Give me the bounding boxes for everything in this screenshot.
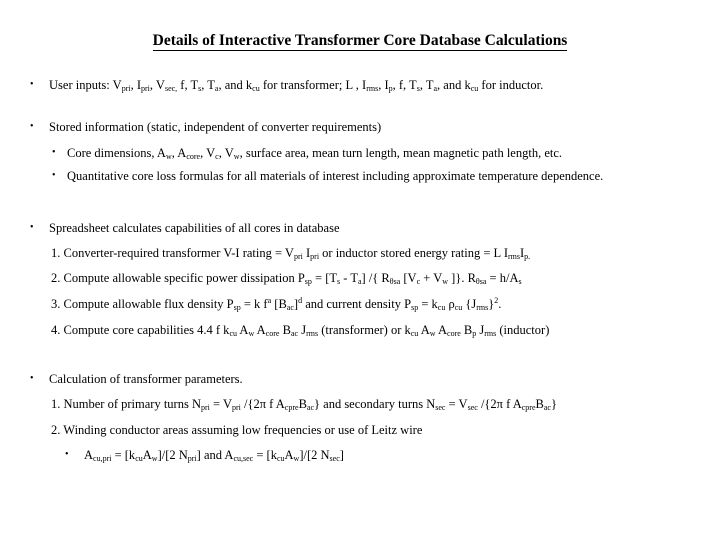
bullet-transformer-parameters <box>49 371 243 387</box>
text-run: , and k <box>218 78 253 92</box>
subscript: cu,sec <box>233 454 254 463</box>
subscript: a <box>357 277 362 286</box>
text-run: . <box>498 297 502 311</box>
bullet-marker: • <box>30 121 34 132</box>
text-run: - T <box>340 271 358 285</box>
sub-bullet-conductor-areas <box>84 447 344 463</box>
subscript: rms <box>484 329 497 338</box>
subscript: cu,pri <box>93 454 112 463</box>
text-run: = [T <box>311 271 338 285</box>
text-run: 1. Converter-required transformer V-I rating = V <box>51 246 294 260</box>
text-run: + V <box>420 271 443 285</box>
subscript: sp <box>304 277 312 286</box>
superscript: a <box>267 296 272 305</box>
text-run: Calculation of transformer parameters. <box>49 372 243 386</box>
subscript: a <box>433 84 438 93</box>
subscript: w <box>293 454 300 463</box>
subscript: p <box>388 84 393 93</box>
text-run: } and secondary turns N <box>314 397 436 411</box>
subscript: rms <box>306 329 319 338</box>
text-run: 4. Compute core capabilities 4.4 f k <box>51 323 230 337</box>
text-run: = k <box>418 297 438 311</box>
text-run: and current density P <box>302 297 412 311</box>
subscript: core <box>447 329 461 338</box>
subscript: p. <box>524 252 531 261</box>
text-run: , and k <box>437 78 471 92</box>
subscript: ac <box>543 403 551 412</box>
subscript: sec <box>329 454 340 463</box>
subscript: s <box>416 84 420 93</box>
subscript: ac <box>290 329 299 338</box>
subscript: s <box>198 84 202 93</box>
text-run: [B <box>271 297 287 311</box>
text-run: User inputs: V <box>49 78 122 92</box>
subscript: sec, <box>164 84 178 93</box>
subscript: a <box>214 84 219 93</box>
subscript: c <box>416 277 421 286</box>
subscript: rms <box>508 252 520 261</box>
subscript: pri <box>187 454 197 463</box>
step-3-flux-density <box>51 296 501 312</box>
subscript: cu <box>470 84 479 93</box>
subscript: ac <box>286 303 294 312</box>
text-run: /{2π f A <box>240 397 285 411</box>
text-run: } <box>488 297 495 311</box>
subscript: w <box>442 277 449 286</box>
text-run: , V <box>149 78 165 92</box>
subscript: θsa <box>475 277 487 286</box>
subscript: w <box>233 152 240 161</box>
text-run: A <box>418 323 430 337</box>
step-2-winding-areas <box>51 422 422 438</box>
text-run: B <box>298 397 307 411</box>
text-run: J <box>298 323 307 337</box>
text-run: 2. Compute allowable specific power dissipation P <box>51 271 305 285</box>
subscript: pri <box>231 403 241 412</box>
subscript: pri <box>310 252 320 261</box>
text-run: B <box>535 397 544 411</box>
subscript: w <box>165 152 172 161</box>
subscript: pri <box>293 252 303 261</box>
text-run: {J <box>462 297 477 311</box>
bullet-stored-information <box>49 119 381 135</box>
subscript: c <box>215 152 219 161</box>
text-run: , I <box>130 78 141 92</box>
text-run: = h/A <box>486 271 519 285</box>
text-run: (inductor) <box>496 323 550 337</box>
step-1-primary-turns <box>51 396 557 412</box>
text-run: 2. Winding conductor areas assuming low frequencies or use of Leitz wire <box>51 423 423 437</box>
sub-bullet-marker: • <box>65 449 69 460</box>
text-run: , f, T <box>392 78 417 92</box>
subscript: pri <box>121 84 131 93</box>
sub-bullet-core-dimensions <box>67 145 562 161</box>
subscript: pri <box>141 84 150 93</box>
text-run: Spreadsheet calculates capabilities of all cores in database <box>49 221 340 235</box>
text-run: = k f <box>240 297 268 311</box>
text-run: Quantitative core loss formulas for all materials of interest including approximate temperature dependence. <box>67 169 604 183</box>
text-run: = V <box>445 397 468 411</box>
text-run: , surface area, mean turn length, mean magnetic path length, etc. <box>239 146 563 160</box>
subscript: p <box>472 329 477 338</box>
subscript: ac <box>306 403 315 412</box>
text-run: J <box>476 323 485 337</box>
text-run: 1. Number of primary turns N <box>51 397 201 411</box>
subscript: rms <box>366 84 379 93</box>
text-run: , I <box>378 78 389 92</box>
bullet-marker: • <box>30 373 34 384</box>
subscript: θsa <box>389 277 401 286</box>
subscript: core <box>265 329 280 338</box>
text-run: for inductor. <box>478 78 544 92</box>
text-run: A <box>435 323 448 337</box>
subscript: sp <box>233 303 241 312</box>
text-run: A <box>254 323 266 337</box>
text-run: , V <box>200 146 216 160</box>
slide-title: Details of Interactive Transformer Core Database Calculations <box>152 32 568 49</box>
text-run: , T <box>419 78 434 92</box>
subscript: s <box>518 277 522 286</box>
text-run: A <box>142 448 152 462</box>
text-run: [V <box>400 271 417 285</box>
text-run: f, T <box>177 78 199 92</box>
text-run: 3. Compute allowable flux density P <box>51 297 234 311</box>
sub-bullet-core-loss-formulas <box>67 168 603 184</box>
text-run: for transformer; L , I <box>259 78 367 92</box>
text-run: = [k <box>111 448 136 462</box>
subscript: cpre <box>284 403 299 412</box>
text-run: , T <box>201 78 215 92</box>
text-run: /{2π f A <box>477 397 522 411</box>
bullet-marker: • <box>30 79 34 90</box>
subscript: rms <box>476 303 489 312</box>
step-1-vi-rating <box>51 245 530 261</box>
subscript: core <box>186 152 201 161</box>
subscript: w <box>151 454 158 463</box>
text-run: ] <box>339 448 344 462</box>
subscript: cu <box>276 454 285 463</box>
text-run: = [k <box>253 448 277 462</box>
text-run: } <box>550 397 557 411</box>
text-run: ]}. R <box>448 271 476 285</box>
text-run: , A <box>171 146 187 160</box>
text-run: ] <box>293 297 299 311</box>
text-run: A <box>237 323 249 337</box>
bullet-user-inputs <box>49 77 543 93</box>
subscript: s <box>337 277 341 286</box>
text-run: B <box>460 323 473 337</box>
text-run: = V <box>209 397 232 411</box>
subscript: w <box>248 329 255 338</box>
text-run: B <box>279 323 291 337</box>
superscript: d <box>298 296 303 305</box>
sub-bullet-marker: • <box>52 170 56 181</box>
subscript: pri <box>200 403 210 412</box>
text-run: ]/[2 N <box>299 448 330 462</box>
text-run: or inductor stored energy rating = L I <box>319 246 508 260</box>
text-run: ]/[2 N <box>157 448 188 462</box>
text-run: (transformer) or k <box>318 323 411 337</box>
subscript: cu <box>437 303 446 312</box>
text-run: Core dimensions, A <box>67 146 166 160</box>
text-run: ρ <box>445 297 455 311</box>
text-run: ] /{ R <box>361 271 390 285</box>
subscript: w <box>429 329 436 338</box>
step-4-core-capabilities <box>51 322 549 338</box>
text-run: , V <box>218 146 234 160</box>
text-run: A <box>84 448 94 462</box>
text-run: I <box>520 246 525 260</box>
bullet-spreadsheet <box>49 220 340 236</box>
subscript: cpre <box>521 403 536 412</box>
subscript: sec <box>467 403 478 412</box>
subscript: sp <box>411 303 419 312</box>
subscript: cu <box>252 84 260 93</box>
text-run: A <box>284 448 294 462</box>
text-run: I <box>302 246 311 260</box>
superscript: 2 <box>494 296 499 305</box>
subscript: sec <box>435 403 446 412</box>
sub-bullet-marker: • <box>52 147 56 158</box>
subscript: cu <box>229 329 237 338</box>
subscript: cu <box>410 329 419 338</box>
bullet-marker: • <box>30 222 34 233</box>
step-2-power-dissipation <box>51 270 522 286</box>
subscript: cu <box>135 454 143 463</box>
text-run: ] and A <box>196 448 234 462</box>
text-run: Stored information (static, independent of converter requirements) <box>49 120 382 134</box>
subscript: cu <box>454 303 463 312</box>
